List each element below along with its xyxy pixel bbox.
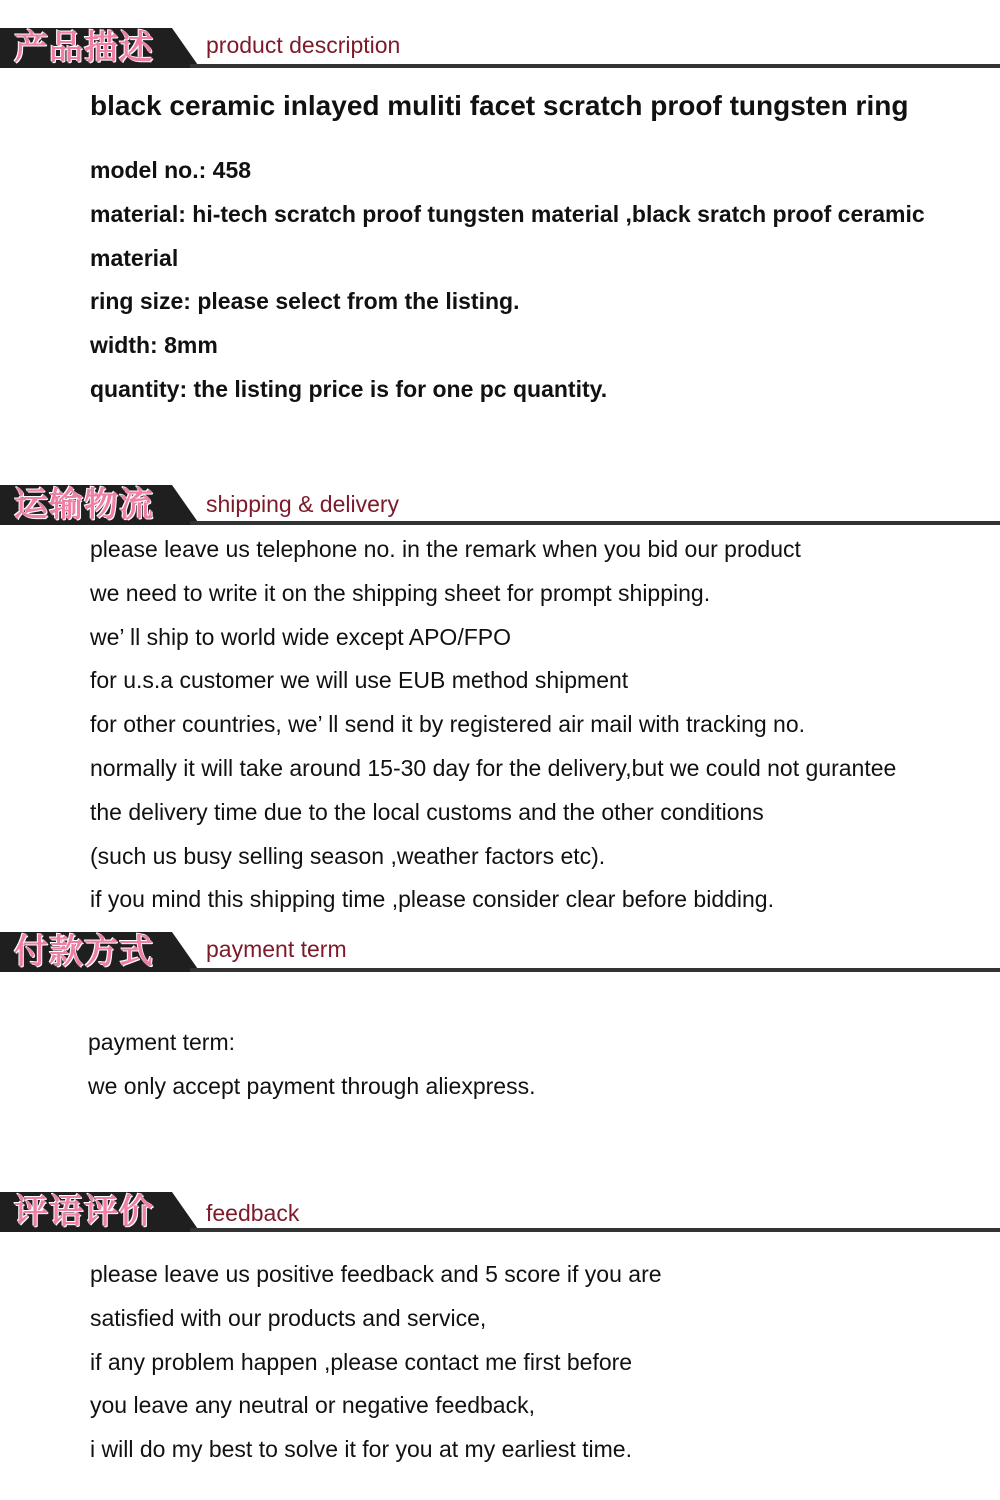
description-line: material <box>90 244 179 271</box>
feedback-line: you leave any neutral or negative feedback, <box>90 1392 535 1419</box>
feedback-line: satisfied with our products and service, <box>90 1304 487 1331</box>
product-title: black ceramic inlayed muliti facet scratch proof tungsten ring <box>90 90 909 121</box>
description-line: ring size: please select from the listing. <box>90 288 520 315</box>
feedback-line: please leave us positive feedback and 5 score if you are <box>90 1261 662 1287</box>
shipping-line: (such us busy selling season ,weather factors etc). <box>90 842 606 869</box>
header-chinese-title: 付款方式 <box>14 932 154 972</box>
header-divider <box>190 968 1000 972</box>
description-line: quantity: the listing price is for one pc quantity. <box>90 375 608 402</box>
header-chinese-title: 产品描述 <box>14 28 154 68</box>
shipping-line: normally it will take around 15-30 day for the delivery,but we could not gurantee <box>90 754 897 781</box>
description-line: model no.: 458 <box>90 157 252 183</box>
header-chinese-title: 运输物流 <box>14 485 154 525</box>
description-line: width: 8mm <box>90 332 218 359</box>
header-english-title: payment term <box>206 936 347 962</box>
shipping-line: if you mind this shipping time ,please consider clear before bidding. <box>90 886 774 913</box>
header-english-title: shipping & delivery <box>206 491 400 517</box>
header-divider <box>190 1228 1000 1232</box>
payment-line: payment term: <box>88 1029 235 1055</box>
header-divider <box>190 521 1000 525</box>
shipping-list <box>90 534 896 928</box>
section-header-shipping <box>0 485 1000 525</box>
shipping-line: the delivery time due to the local customs and the other conditions <box>90 798 764 825</box>
header-divider <box>190 64 1000 68</box>
header-chinese-title: 评语评价 <box>14 1192 154 1232</box>
description-line: material: hi-tech scratch proof tungsten material ,black sratch proof ceramic <box>90 200 925 227</box>
shipping-line: for u.s.a customer we will use EUB method shipment <box>90 667 629 694</box>
header-english-title: product description <box>206 32 401 58</box>
shipping-line: we’ ll ship to world wide except APO/FPO <box>90 623 511 650</box>
feedback-line: i will do my best to solve it for you at my earliest time. <box>90 1436 632 1463</box>
payment-line: we only accept payment through aliexpress. <box>88 1073 536 1099</box>
feedback-list <box>90 1259 662 1478</box>
payment-list <box>88 1027 535 1115</box>
section-header-payment <box>0 932 1000 972</box>
shipping-line: for other countries, we’ ll send it by registered air mail with tracking no. <box>90 711 806 738</box>
feedback-line: if any problem happen ,please contact me first before <box>90 1348 633 1375</box>
description-list <box>90 155 925 418</box>
header-english-title: feedback <box>206 1200 300 1226</box>
shipping-line: please leave us telephone no. in the remark when you bid our product <box>90 536 801 562</box>
section-header-description <box>0 28 1000 68</box>
shipping-line: we need to write it on the shipping sheet for prompt shipping. <box>90 579 711 606</box>
section-header-feedback <box>0 1192 1000 1232</box>
